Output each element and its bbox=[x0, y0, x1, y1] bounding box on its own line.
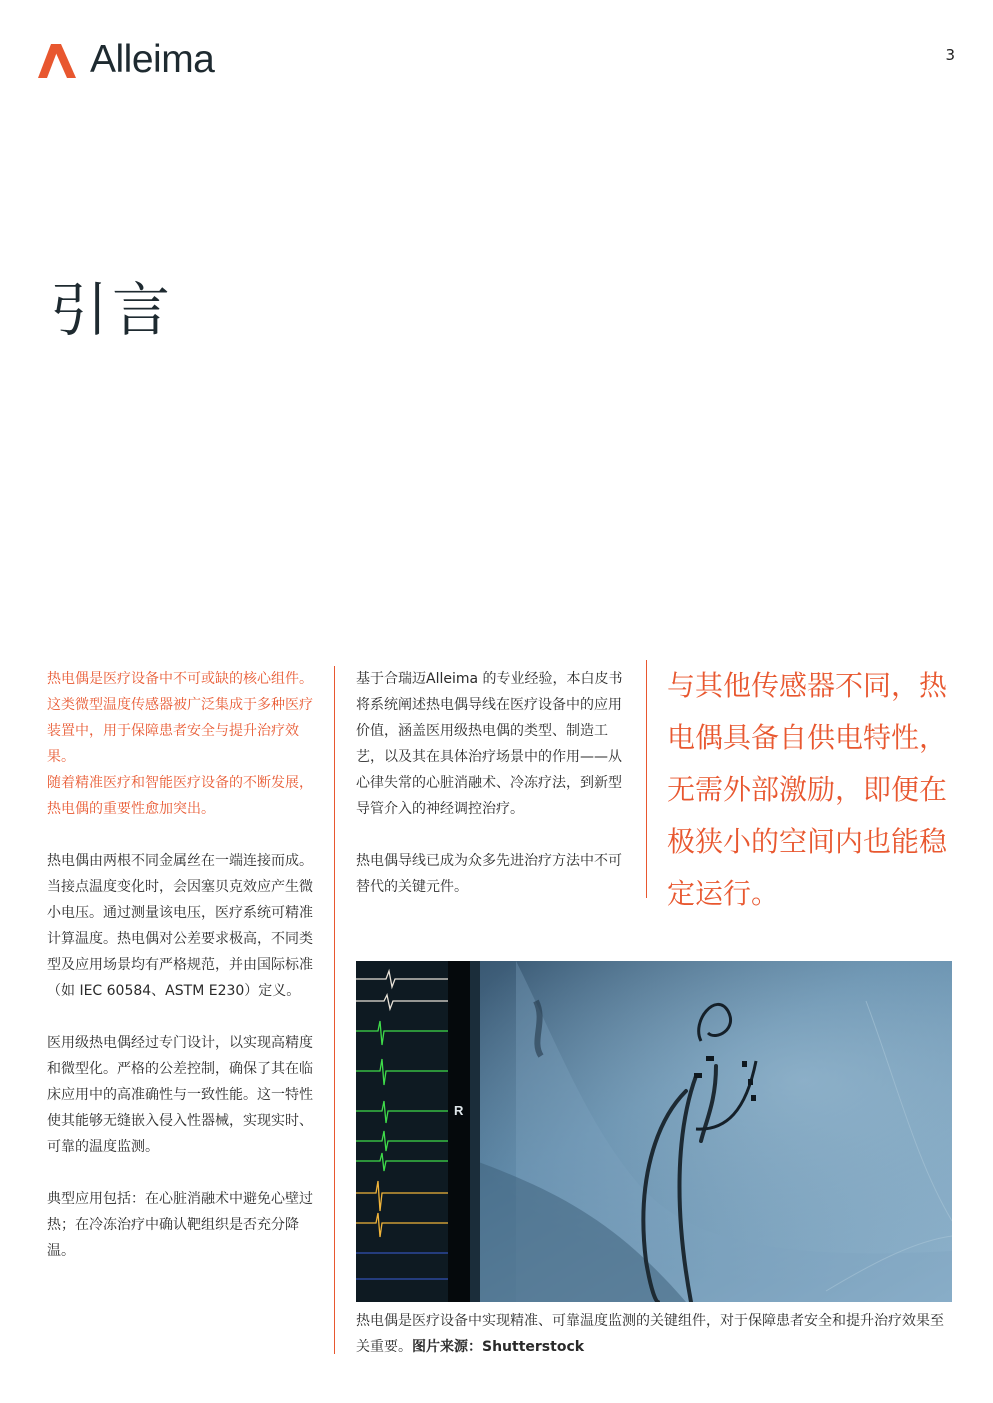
intro-highlight-2: 随着精准医疗和智能医疗设备的不断发展，热电偶的重要性愈加突出。 bbox=[47, 775, 313, 817]
pull-quote-text: 与其他传感器不同，热电偶具备自供电特性，无需外部激励，即便在极狭小的空间内也能稳定运行。 bbox=[667, 669, 948, 910]
alleima-logo bbox=[38, 40, 214, 80]
middle-column bbox=[356, 666, 634, 926]
figure-caption bbox=[356, 1308, 952, 1360]
xray-catheter-photo bbox=[356, 961, 952, 1302]
page-number: 3 bbox=[945, 46, 955, 64]
pull-quote bbox=[646, 660, 948, 910]
logo-wordmark: Alleima bbox=[90, 38, 215, 81]
body-paragraph-medical-grade: 医用级热电偶经过专门设计，以实现高精度和微型化。严格的公差控制，确保了其在临床应用中的高准确性与一致性能。这一特性使其能够无缝嵌入侵入性器械，实现实时、可靠的温度监测。 bbox=[47, 1035, 313, 1155]
alleima-logo-icon bbox=[38, 40, 78, 80]
body-paragraph-whitepaper-scope: 基于合瑞迈Alleima 的专业经验，本白皮书将系统阐述热电偶导线在医疗设备中的应用价值，涵盖医用级热电偶的类型、制造工艺，以及其在具体治疗场景中的作用——从心律失常的心脏消融术、冷冻疗法，到新型导管介入的神经调控治疗。 bbox=[356, 671, 623, 817]
page-title: 引言 bbox=[50, 276, 175, 344]
body-paragraph-thermocouple: 热电偶由两根不同金属丝在一端连接而成。当接点温度变化时，会因塞贝克效应产生微小电压。通过测量该电压，医疗系统可精准计算温度。热电偶对公差要求极高，不同类型及应用场景均有严格规范，并由国际标准（如 IEC 60584、ASTM E230）定义。 bbox=[47, 853, 313, 999]
body-paragraph-key-component: 热电偶导线已成为众多先进治疗方法中不可替代的关键元件。 bbox=[356, 853, 622, 895]
left-column bbox=[47, 666, 322, 1290]
intro-highlight-1: 热电偶是医疗设备中不可或缺的核心组件。这类微型温度传感器被广泛集成于多种医疗装置中，用于保障患者安全与提升治疗效果。 bbox=[47, 671, 313, 765]
column-divider bbox=[334, 666, 335, 1354]
xray-illustration bbox=[356, 961, 952, 1302]
monitor-marker: R bbox=[454, 1103, 464, 1118]
caption-credit: 图片来源：Shutterstock bbox=[412, 1339, 585, 1355]
body-paragraph-applications: 典型应用包括：在心脏消融术中避免心壁过热；在冷冻治疗中确认靶组织是否充分降温。 bbox=[47, 1191, 313, 1259]
caption-text: 热电偶是医疗设备中实现精准、可靠温度监测的关键组件，对于保障患者安全和提升治疗效果至关重要。 bbox=[356, 1313, 944, 1355]
